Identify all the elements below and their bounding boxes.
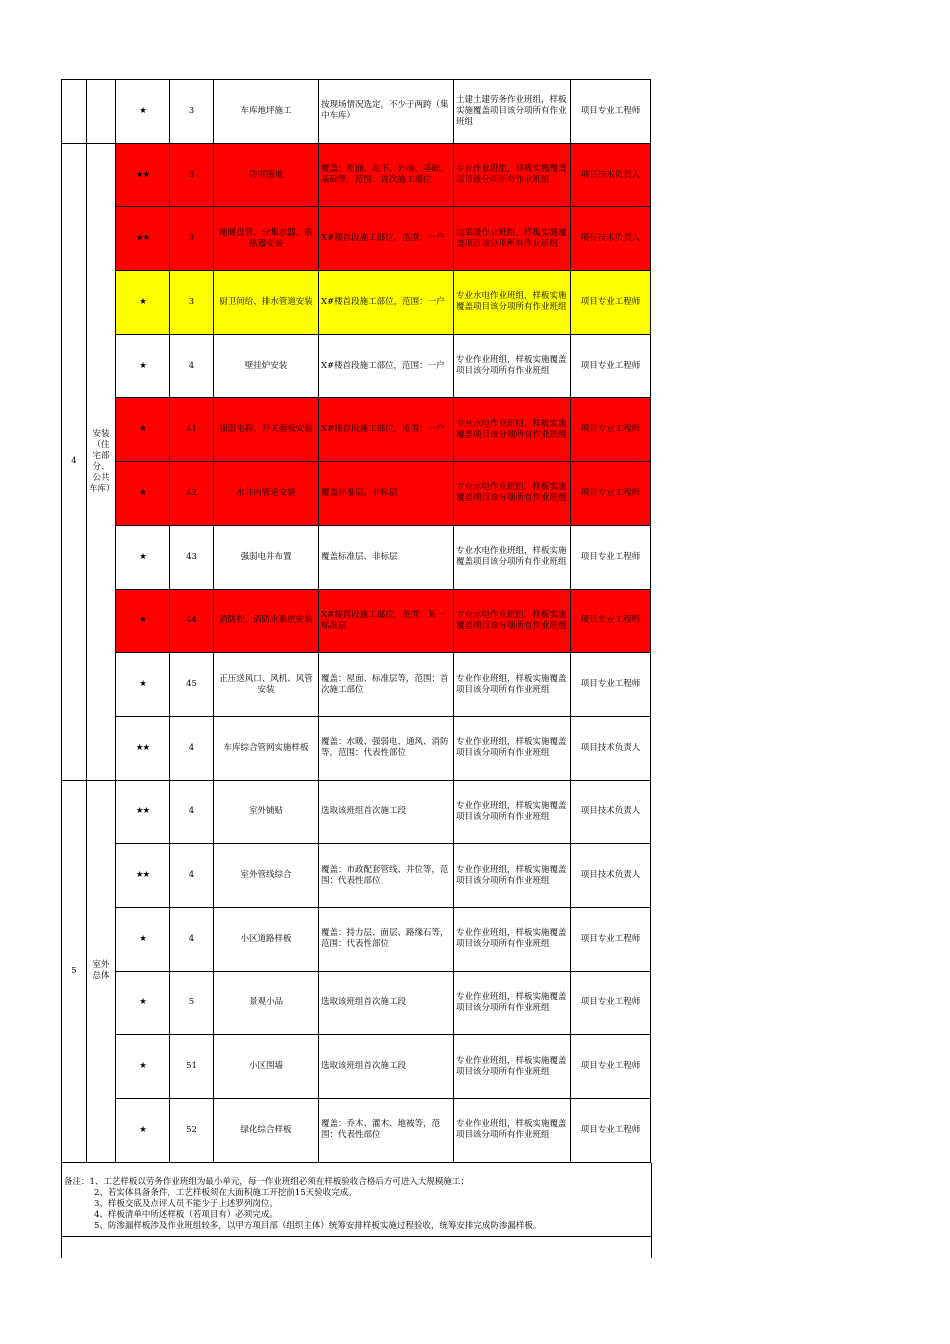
item-team: 专业作业班组，样板实施覆盖项目该分项所有作业班组 (454, 653, 571, 717)
table-row (62, 780, 651, 844)
item-name: 车库地坪施工 (214, 80, 319, 144)
item-name: 室外铺贴 (214, 780, 319, 844)
item-scope: 覆盖：屋面、地下、外墙、基础、基础等，范围：首次施工部位 (319, 143, 454, 207)
star-rating: ★★ (116, 844, 170, 908)
remarks-block (61, 1163, 652, 1258)
star-rating: ★★ (116, 780, 170, 844)
item-scope: 按现场情况选定，不少于两跨（集中车库） (319, 80, 454, 144)
item-team: 专业作业班组，样板实施覆盖项目该分项所有作业班组 (454, 1035, 571, 1099)
star-rating: ★ (116, 1099, 170, 1163)
category-cell: 安装（住宅部分、公共车库） (87, 143, 116, 780)
star-rating: ★ (116, 653, 170, 717)
item-number: 4 (170, 844, 214, 908)
item-team: 专业水电作业班组，样板实施覆盖项目该分项所有作业班组 (454, 589, 571, 653)
table-row (62, 971, 651, 1035)
table-row (62, 334, 651, 398)
table-row (62, 207, 651, 271)
item-responsible: 项目专业工程师 (571, 462, 651, 526)
remark-line: 5、防渗漏样板涉及作业班组较多，以甲方项目部（组织主体）统筹安排样板实施过程验收，统筹安排完成防渗漏样板。 (94, 1221, 542, 1231)
item-number: 3 (170, 143, 214, 207)
item-name: 小区围墙 (214, 1035, 319, 1099)
item-responsible: 项目专业工程师 (571, 398, 651, 462)
item-responsible: 项目技术负责人 (571, 780, 651, 844)
item-scope: 选取该班组首次施工段 (319, 780, 454, 844)
item-scope: 覆盖：屋面、标准层等，范围：首次施工部位 (319, 653, 454, 717)
item-number: 4 (170, 334, 214, 398)
item-name: 壁挂炉安装 (214, 334, 319, 398)
remark-line: 3、样板交底及点评人员不能少于上述罗列岗位。 (94, 1199, 278, 1209)
item-team: 专业作业班组，样板实施覆盖项目该分项所有作业班组 (454, 1099, 571, 1163)
item-scope: 选取该班组首次施工段 (319, 1035, 454, 1099)
item-responsible: 项目专业工程师 (571, 653, 651, 717)
item-number: 3 (170, 80, 214, 144)
item-number: 4 (170, 716, 214, 780)
table-row (62, 589, 651, 653)
item-number: 5 (170, 971, 214, 1035)
item-number: 42 (170, 462, 214, 526)
star-rating: ★ (116, 1035, 170, 1099)
table-row (62, 1099, 651, 1163)
item-responsible: 项目技术负责人 (571, 207, 651, 271)
item-scope: X#楼首段施工部位，范围：一户 (319, 271, 454, 335)
item-scope: 覆盖：乔木、灌木、地被等，范围：代表性部位 (319, 1099, 454, 1163)
table-row (62, 1035, 651, 1099)
star-rating: ★ (116, 589, 170, 653)
item-scope: 选取该班组首次施工段 (319, 971, 454, 1035)
index-cell (62, 80, 87, 144)
item-team: 土建土建劳务作业班组，样板实施覆盖项目该分项所有作业班组 (454, 80, 571, 144)
table-row (62, 80, 651, 144)
item-responsible: 项目技术负责人 (571, 716, 651, 780)
item-name: 绿化综合样板 (214, 1099, 319, 1163)
item-responsible: 项目专业工程师 (571, 80, 651, 144)
item-scope: X#楼首段施工部位，范围：一户 (319, 207, 454, 271)
item-responsible: 项目专业工程师 (571, 907, 651, 971)
star-rating: ★ (116, 971, 170, 1035)
star-rating: ★ (116, 398, 170, 462)
item-team: 专业作业班组，样板实施覆盖项目该分项所有作业班组 (454, 971, 571, 1035)
table-row (62, 653, 651, 717)
star-rating: ★ (116, 334, 170, 398)
remark-line: 4、样板清单中所述样板（若项目有）必须完成。 (94, 1210, 278, 1220)
item-name: 小区道路样板 (214, 907, 319, 971)
item-number: 3 (170, 207, 214, 271)
star-rating: ★ (116, 525, 170, 589)
item-scope: 覆盖：持力层、面层、路缘石等，范围：代表性部位 (319, 907, 454, 971)
star-rating: ★★ (116, 207, 170, 271)
item-team: 地采暖作业班组，样板实施覆盖项目该分项所有作业班组 (454, 207, 571, 271)
item-number: 41 (170, 398, 214, 462)
star-rating: ★ (116, 907, 170, 971)
table-row (62, 907, 651, 971)
item-number: 52 (170, 1099, 214, 1163)
item-team: 专业水电作业班组，样板实施覆盖项目该分项所有作业班组 (454, 398, 571, 462)
table-row (62, 462, 651, 526)
item-number: 4 (170, 907, 214, 971)
item-team: 专业作业班组，样板实施覆盖项目该分项所有作业班组 (454, 143, 571, 207)
item-name: 强弱电箱、开关面板安装 (214, 398, 319, 462)
item-name: 防雷接地 (214, 143, 319, 207)
item-team: 专业作业班组，样板实施覆盖项目该分项所有作业班组 (454, 716, 571, 780)
item-name: 地暖盘管、分集水器、散热器安装 (214, 207, 319, 271)
table-row (62, 844, 651, 908)
star-rating: ★ (116, 80, 170, 144)
item-scope: X#楼首段施工部位，范围：一户 (319, 334, 454, 398)
item-name: 强弱电井布置 (214, 525, 319, 589)
sample-list-table (61, 79, 651, 1163)
table-row (62, 525, 651, 589)
item-team: 专业水电作业班组，样板实施覆盖项目该分项所有作业班组 (454, 462, 571, 526)
index-cell: 4 (62, 143, 87, 780)
item-number: 44 (170, 589, 214, 653)
item-number: 45 (170, 653, 214, 717)
item-number: 51 (170, 1035, 214, 1099)
table-row (62, 716, 651, 780)
item-scope: 覆盖：市政配套管线、井位等，范围：代表性部位 (319, 844, 454, 908)
item-responsible: 项目专业工程师 (571, 334, 651, 398)
item-scope: X#楼首段施工部位，范围：某一标准层 (319, 589, 454, 653)
star-rating: ★ (116, 271, 170, 335)
item-name: 景观小品 (214, 971, 319, 1035)
table-row (62, 398, 651, 462)
item-responsible: 项目技术负责人 (571, 844, 651, 908)
item-scope: X#楼首段施工部位，范围：一户 (319, 398, 454, 462)
category-cell (87, 80, 116, 144)
item-name: 厨卫间给、排水管道安装 (214, 271, 319, 335)
item-responsible: 项目专业工程师 (571, 971, 651, 1035)
item-responsible: 项目技术负责人 (571, 143, 651, 207)
item-responsible: 项目专业工程师 (571, 1035, 651, 1099)
category-cell: 室外总体 (87, 780, 116, 1162)
item-scope: 覆盖标准层、非标层 (319, 525, 454, 589)
item-responsible: 项目专业工程师 (571, 1099, 651, 1163)
item-responsible: 项目专业工程师 (571, 525, 651, 589)
item-team: 专业作业班组，样板实施覆盖项目该分项所有作业班组 (454, 334, 571, 398)
table-row (62, 271, 651, 335)
item-number: 43 (170, 525, 214, 589)
table-body (62, 80, 651, 1163)
item-scope: 覆盖：水暖、强弱电、通风、消防等，范围：代表性部位 (319, 716, 454, 780)
item-name: 正压送风口、风机、风管安装 (214, 653, 319, 717)
item-number: 4 (170, 780, 214, 844)
star-rating: ★ (116, 462, 170, 526)
item-name: 消防栓、消防水系统安装 (214, 589, 319, 653)
item-number: 3 (170, 271, 214, 335)
item-name: 水井内管道安装 (214, 462, 319, 526)
item-name: 室外管线综合 (214, 844, 319, 908)
index-cell: 5 (62, 780, 87, 1162)
remark-line: 备注：1、工艺样板以劳务作业班组为最小单元，每一作业班组必须在样板验收合格后方可进入大规模施工； (64, 1177, 469, 1187)
star-rating: ★★ (116, 716, 170, 780)
item-team: 专业水电作业班组，样板实施覆盖项目该分项所有作业班组 (454, 271, 571, 335)
remark-line: 2、若实体具备条件，工艺样板须在大面积施工开挖前15天验收完成。 (94, 1188, 357, 1198)
star-rating: ★★ (116, 143, 170, 207)
item-scope: 覆盖标准层、非标层 (319, 462, 454, 526)
table-row (62, 143, 651, 207)
item-team: 专业作业班组，样板实施覆盖项目该分项所有作业班组 (454, 780, 571, 844)
item-responsible: 项目专业工程师 (571, 271, 651, 335)
item-team: 专业作业班组，样板实施覆盖项目该分项所有作业班组 (454, 907, 571, 971)
item-responsible: 项目专业工程师 (571, 589, 651, 653)
item-name: 车库综合管网实施样板 (214, 716, 319, 780)
item-team: 专业水电作业班组，样板实施覆盖项目该分项所有作业班组 (454, 525, 571, 589)
item-team: 专业作业班组，样板实施覆盖项目该分项所有作业班组 (454, 844, 571, 908)
